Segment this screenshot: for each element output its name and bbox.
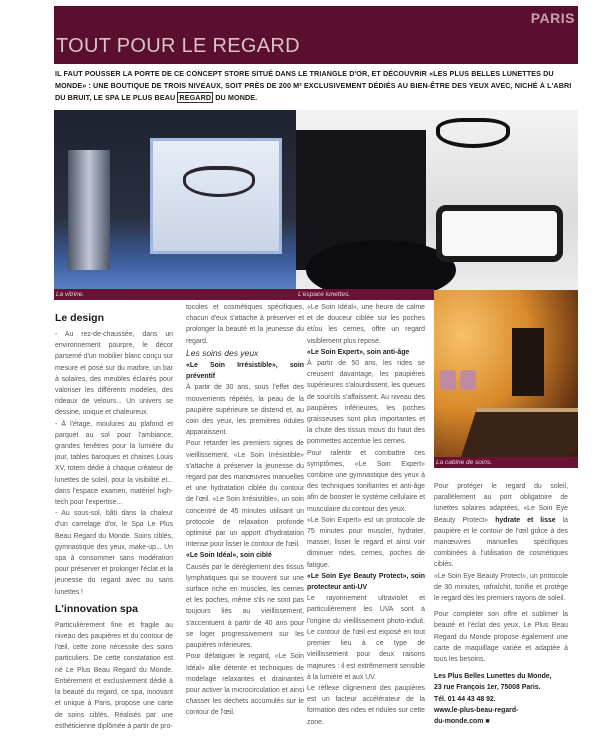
- caption-text: La cabine de soins.: [436, 459, 493, 466]
- paragraph: tocoles et cosmétiques spécifiques, chacun d'eux s'attache à préserver et prolonger la beauté et la jeunesse du regard.: [186, 304, 304, 345]
- caption-text: La vitrine.: [56, 291, 85, 298]
- text: Pour protéger le regard du soleil, parallèlement au port obligatoire de lunettes solaires adaptées, «Le Soin Eye Beauty Protect»: [434, 483, 568, 524]
- shop-name: Les Plus Belles Lunettes du Monde,: [434, 673, 552, 681]
- subheading: «Le Soin Irrésistible», soin préventif: [186, 362, 304, 381]
- subheading: «Le Soin Idéal», soin ciblé: [186, 552, 272, 560]
- street-address: 23 rue François 1er, 75008 Paris.: [434, 684, 541, 692]
- bold-text: hydrate et lisse: [495, 516, 556, 524]
- caption-lunettes: [296, 289, 434, 300]
- lamp-shape: [460, 370, 476, 390]
- heading-innovation: L'innovation spa: [55, 602, 139, 615]
- photo-vitrine: [54, 110, 296, 290]
- paragraph: - Au sous-sol, bâti dans la chaleur d'un carrelage d'or, le Spa Le Plus Beau Regard du Monde. Soins ciblés, gymnastique des yeux, make-up... Un spa à consommer sans modération pour préserver et prolonger l'éclat et la jeunesse du regard avec ou sans lunettes !: [55, 510, 173, 596]
- glasses-icon: [183, 166, 255, 197]
- caption-vitrine: [54, 289, 296, 300]
- door-shape: [68, 150, 110, 270]
- photo-cabine: [434, 290, 578, 468]
- phone-number: Tél. 01 44 43 48 92.: [434, 695, 496, 703]
- column-4: [434, 481, 568, 727]
- caption-cabine: [434, 457, 578, 468]
- paragraph: - Au rez-de-chaussée, dans un environnement pourpre, le décor parsemé d'un mobilier blanc conçu sur mesure et posé sur du marbre, un bar à solaires, des meubles éclairés pour valoriser les différents modèles, des rideaux de velours... Un univers se dessine, unique et chaleureux.: [55, 331, 173, 417]
- lead-text-end: DU MONDE.: [213, 93, 258, 102]
- paragraph: Pour ralentir et combattre ces symptômes, «Le Soin Expert» combine une gymnastique des yeux à des techniques tonifiantes et anti-âge afin de booster le système cellulaire et musculaire du contour des yeux.: [307, 449, 425, 513]
- paragraph: Le réflexe clignement des paupières est un facteur accélérateur de la formation des rides et ridules sur cette zone.: [307, 684, 425, 726]
- paragraph: «Le Soin Expert» est un protocole de 75 minutes pour muscler, hydrater, masser, lisser le regard et ainsi voir diminuer rides, cernes, poches de fatigue.: [307, 516, 425, 569]
- section-label: PARIS: [530, 10, 575, 26]
- caption-text: L'espace lunettes.: [298, 291, 351, 298]
- article-title: TOUT POUR LE REGARD: [56, 35, 300, 57]
- paragraph: Pour compléter son offre et sublimer la beauté et l'éclat des yeux, Le Plus Beau Regard du Monde propose également une carte de maquillage variée et adaptée à tous les besoins.: [434, 611, 568, 664]
- glasses-icon: [436, 118, 510, 148]
- end-mark-icon: ■: [485, 718, 490, 726]
- header-band: [54, 6, 578, 64]
- shop-window: [150, 138, 282, 254]
- heading-design: Le design: [55, 312, 105, 324]
- subheading: «Le Soin Eye Beauty Protect», soin protecteur anti-UV: [307, 572, 425, 592]
- paragraph: Pour retarder les premiers signes de vieillissement, «Le Soin Irrésistible» s'attache à préserver la jeunesse du regard par des manœuvres manuelles et une hydratation ciblée du contour de l'œil. «Le Soin Irrésistible», un soin concentré de 45 minutes utilisant un protocole de relaxation profonde optimisé par un apport d'hydratation intense pour lisser le contour de l'œil.: [186, 440, 304, 549]
- lamp-shape: [440, 370, 456, 390]
- column-1: [55, 312, 173, 732]
- heading-soins: Les soins des yeux: [186, 347, 259, 358]
- address-block: [434, 671, 568, 727]
- website-link[interactable]: www.le-plus-beau-regard-: [434, 706, 519, 714]
- paragraph: Causés par le dérèglement des tissus lymphatiques qui se trouvent sur une surface riche en muscles, les cernes et les poches, même s'ils ne sont pas toujours liés au vieillissement, s'accentuent à partir de 40 ans pour se loger progressivement sur les paupières inférieures.: [186, 563, 304, 650]
- boxed-word: REGARD: [179, 93, 212, 102]
- lead-text: IL FAUT POUSSER LA PORTE DE CE CONCEPT STORE SITUÉ DANS LE TRIANGLE D'OR, ET DÉCOUVRIR «LES PLUS BELLES LUNETTES DU MONDE» : UNE BOUTIQUE DE TROIS NIVEAUX, SOIT PRÈS DE 200 M² EXCLUSIVEMENT DÉDIÉS AU BIEN-ÊTRE DES YEUX AVEC, NICHÉ À L'ABRI DU BRUIT, LE SPA LE PLUS BEAU: [55, 69, 572, 102]
- paragraph: «Le Soin Eye Beauty Protect», un protocole de 30 minutes, rafraîchit, tonifie et protège le regard dès les premiers rayons de soleil.: [434, 572, 568, 603]
- paragraph: «Le Soin Idéal», une heure de calme et de douceur ciblée sur les poches et/ou les cernes, offre un regard visiblement plus reposé.: [307, 304, 425, 345]
- column-2: [186, 302, 304, 719]
- round-rug: [306, 240, 456, 290]
- paragraph: Pour défatiguer le regard, «Le Soin Idéal» allie détente et techniques de modelage relaxantes et drainantes pour activer la microcirculation et ainsi chasser les déchets accumulés sur le contour de l'œil.: [186, 653, 304, 717]
- paragraph: [434, 481, 568, 571]
- photo-espace-lunettes: [296, 110, 578, 290]
- paragraph: À partir de 50 ans, les rides se creusent davantage, les paupières supérieures s'alourdissent, les queues de sourcils s'affaissent. Au niveau des paupières inférieures, les poches graisseuses sont plus importantes et la chute des tissus mous du haut des pommettes accentue les cernes.: [307, 360, 425, 446]
- text: la paupière et le contour de l'œil grâce à des manœuvres manuelles spécifiques combinées à l'utilisation de cosmétiques ciblés.: [434, 516, 568, 569]
- column-3: [307, 302, 425, 728]
- bed-shape: [461, 408, 578, 457]
- lead-paragraph: [55, 68, 577, 104]
- subheading: «Le Soin Expert», soin anti-âge: [307, 348, 410, 356]
- paragraph: Le rayonnement ultraviolet et particulièrement les UVA sont à l'origine du vieillissement photo-induit. Le contour de l'œil est exposé en tout premier lieu à ce type de vieillissement pour deux raisons majeures : il est extrêmement sensible à la lumière et aux UV.: [307, 595, 425, 681]
- paragraph: À partir de 30 ans, sous l'effet des mouvements répétés, la peau de la paupière supérieure se distend et, au coin des yeux, les premières ridules apparaissent.: [186, 384, 304, 437]
- screen-shape: [512, 328, 544, 396]
- website-link[interactable]: du-monde.com: [434, 718, 484, 726]
- paragraph: Particulièrement fine et fragile au niveau des paupières et du contour de l'œil, cette zone nécessite des soins particuliers. De cette constatation est né Le Plus Beau Regard du Monde. Entièrement et exclusivement dédié à la beauté du regard, ce spa, innovant et unique à Paris, propose une carte de soins ciblés. Réalisés par une esthéticienne diplômée à partir de pro-: [55, 621, 173, 730]
- sofa-shape: [436, 205, 563, 262]
- paragraph: - À l'étage, moulures au plafond et parquet au sol pour l'ambiance, grandes fenêtres pour la lumière du jour, tables baroques et chaises Louis XV, totem dédié à chaque créateur de lunettes de soleil, pour la visibilité et... dans l'espace examen, matériel high-tech pour l'expertise...: [55, 420, 173, 507]
